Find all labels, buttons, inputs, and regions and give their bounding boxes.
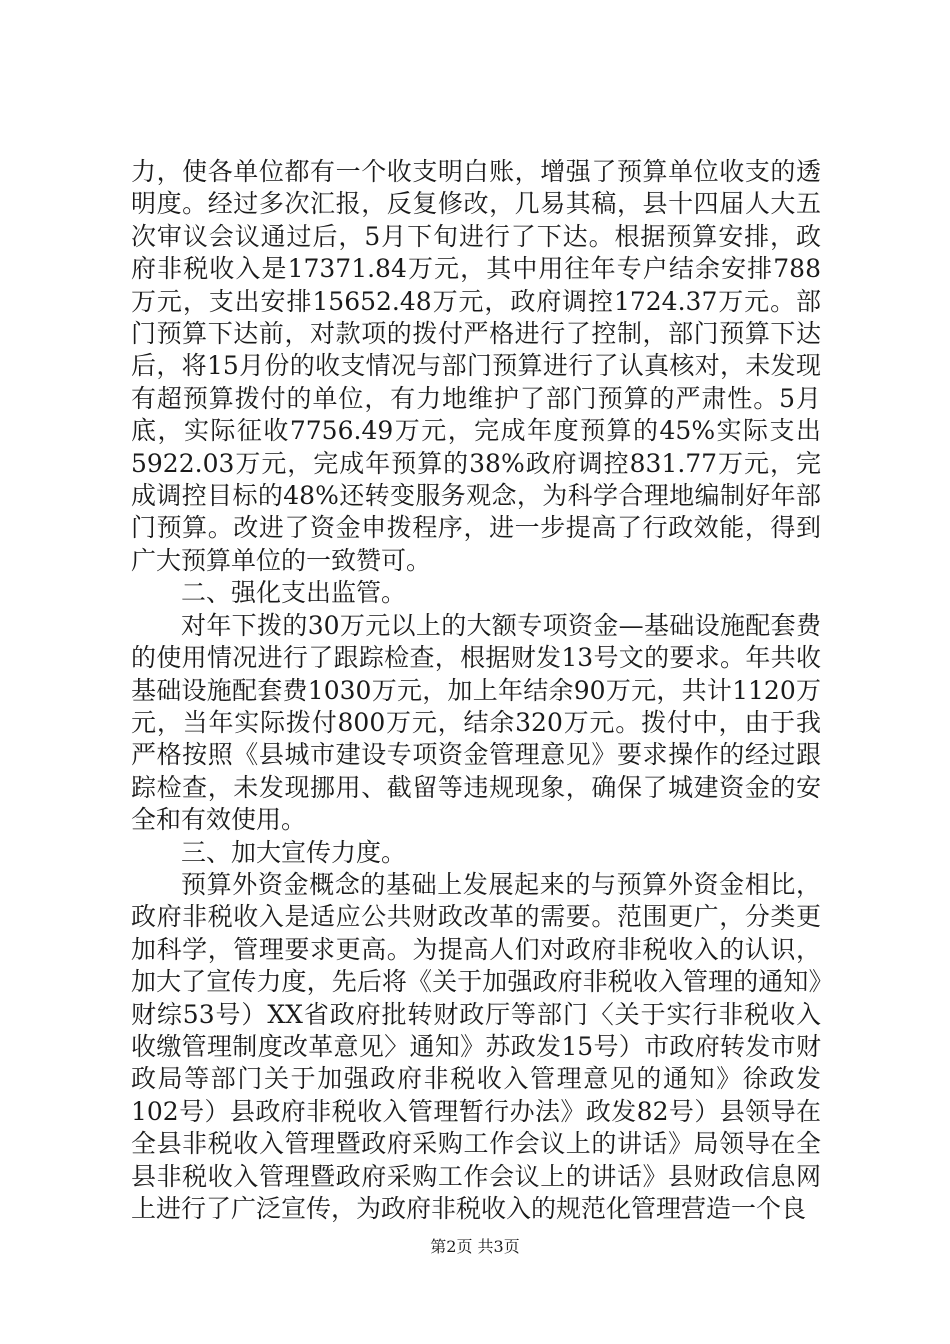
paragraph-special-funds-tracking: 对年下拨的30万元以上的大额专项资金—基础设施配套费的使用情况进行了跟踪检查，根据财发13号文的要求。年共收基础设施配套费1030万元，加上年结余90万元，共计1120万元，当年实际拨付800万元，结余320万元。拨付中，由于我严格按照《县城市建设专项资金管理意见》要求操作的经过跟踪检查，未发现挪用、截留等违规现象，确保了城建资金的安全和有效使用。 (131, 610, 821, 835)
paragraph-publicity-details: 预算外资金概念的基础上发展起来的与预算外资金相比，政府非税收入是适应公共财政改革的需要。范围更广，分类更加科学，管理要求更高。为提高人们对政府非税收入的认识，加大了宣传力度，先后将《关于加强政府非税收入管理的通知》财综53号）XX省政府批转财政厅等部门〈关于实行非税收入收缴管理制度改革意见〉通知》苏政发15号）市政府转发市财政局等部门关于加强政府非税收入管理意见的通知》徐政发102号）县政府非税收入管理暂行办法》政发82号）县领导在全县非税收入管理暨政府采购工作会议上的讲话》局领导在全县非税收入管理暨政府采购工作会议上的讲话》县财政信息网上进行了广泛宣传，为政府非税收入的规范化管理营造一个良 (131, 869, 821, 1223)
document-body (131, 156, 821, 1225)
page-number-footer: 第2页 共3页 (430, 1237, 520, 1256)
paragraph-budget-summary: 力，使各单位都有一个收支明白账，增强了预算单位收支的透明度。经过多次汇报，反复修改，几易其稿，县十四届人大五次审议会议通过后，5月下旬进行了下达。根据预算安排，政府非税收入是17371.84万元，其中用往年专户结余安排788万元，支出安排15652.48万元，政府调控1724.37万元。部门预算下达前，对款项的拨付严格进行了控制，部门预算下达后，将15月份的收支情况与部门预算进行了认真核对，未发现有超预算拨付的单位，有力地维护了部门预算的严肃性。5月底，实际征收7756.49万元，完成年度预算的45%实际支出5922.03万元，完成年预算的38%政府调控831.77万元，完成调控目标的48%还转变服务观念，为科学合理地编制好年部门预算。改进了资金申拨程序，进一步提高了行政效能，得到广大预算单位的一致赞可。 (131, 157, 821, 575)
heading-strengthen-spending-supervision: 二、强化支出监管。 (181, 578, 407, 608)
heading-increase-publicity: 三、加大宣传力度。 (181, 837, 407, 867)
